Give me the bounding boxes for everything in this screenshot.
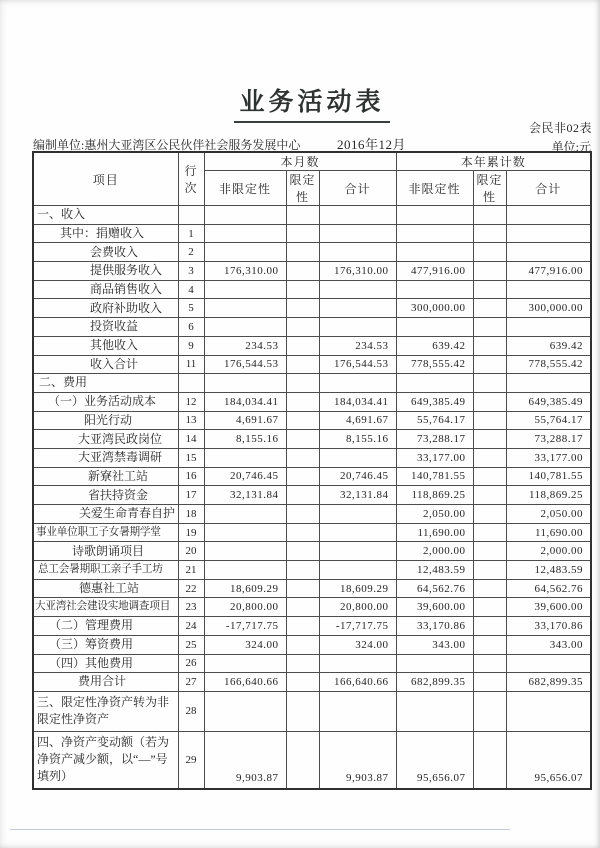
item-cell: 政府补助收入: [33, 299, 178, 318]
line-no-cell: 24: [178, 617, 204, 636]
year-restricted-cell: [473, 579, 506, 598]
month-total-cell: [319, 280, 396, 299]
line-no-cell: 28: [178, 691, 204, 731]
year-restricted-cell: [473, 673, 506, 692]
month-restricted-cell: [286, 392, 319, 411]
year-total-cell: 33,170.86: [506, 617, 591, 636]
year-restricted-cell: [473, 336, 506, 355]
month-unrestricted-cell: [204, 654, 286, 673]
year-unrestricted-cell: 778,555.42: [396, 355, 473, 374]
month-total-cell: -17,717.75: [319, 617, 396, 636]
year-total-cell: 649,385.49: [506, 392, 591, 411]
table-row: [33, 523, 591, 542]
month-total-cell: 184,034.41: [319, 392, 396, 411]
line-no-cell: 3: [178, 262, 204, 281]
year-total-cell: 2,000.00: [506, 542, 591, 561]
year-total-cell: [506, 280, 591, 299]
item-cell: （三）筹资费用: [33, 635, 178, 654]
item-cell: 德惠社工站: [33, 579, 178, 598]
item-cell: 四、净资产变动额（若为净资产减少额，以“—”号填列）: [33, 731, 178, 789]
year-unrestricted-cell: 73,288.17: [396, 430, 473, 449]
year-unrestricted-cell: 33,177.00: [396, 448, 473, 467]
year-total-cell: [506, 654, 591, 673]
month-restricted-cell: [286, 411, 319, 430]
month-total-cell: [319, 374, 396, 393]
item-cell: 其中：捐赠收入: [33, 224, 178, 243]
year-total-cell: 11,690.00: [506, 523, 591, 542]
month-total-cell: [319, 318, 396, 337]
year-restricted-cell: [473, 280, 506, 299]
year-unrestricted-cell: 64,562.76: [396, 579, 473, 598]
year-unrestricted-cell: [396, 691, 473, 731]
year-unrestricted-cell: 95,656.07: [396, 731, 473, 789]
table-row: [33, 206, 591, 225]
year-unrestricted-cell: 300,000.00: [396, 299, 473, 318]
line-no-cell: 1: [178, 224, 204, 243]
year-restricted-cell: [473, 486, 506, 505]
year-restricted-cell: [473, 731, 506, 789]
year-total-cell: [506, 691, 591, 731]
form-code: 会民非02表: [528, 121, 592, 135]
month-total-cell: 9,903.87: [319, 731, 396, 789]
month-unrestricted-cell: 166,640.66: [204, 673, 286, 692]
month-restricted-cell: [286, 206, 319, 225]
line-no-cell: 16: [178, 467, 204, 486]
line-no-cell: 19: [178, 523, 204, 542]
line-no-cell: 20: [178, 542, 204, 561]
item-cell: 新寮社工站: [33, 467, 178, 486]
year-restricted-cell: [473, 318, 506, 337]
month-restricted-cell: [286, 691, 319, 731]
table-row: [33, 691, 591, 731]
item-cell: 三、限定性净资产转为非限定性净资产: [33, 691, 178, 731]
scan-artifact-line: [10, 829, 510, 830]
year-restricted-cell: [473, 561, 506, 580]
year-restricted-cell: [473, 691, 506, 731]
year-total-cell: [506, 243, 591, 262]
month-restricted-cell: [286, 243, 319, 262]
year-restricted-cell: [473, 467, 506, 486]
year-unrestricted-cell: 55,764.17: [396, 411, 473, 430]
month-restricted-cell: [286, 336, 319, 355]
header-group-row: [33, 152, 591, 171]
table-row: [33, 505, 591, 524]
month-restricted-cell: [286, 673, 319, 692]
month-restricted-cell: [286, 430, 319, 449]
header-year-group: 本年累计数: [396, 152, 591, 171]
year-restricted-cell: [473, 224, 506, 243]
month-unrestricted-cell: [204, 224, 286, 243]
item-cell: 提供服务收入: [33, 262, 178, 281]
table-row: [33, 243, 591, 262]
year-restricted-cell: [473, 374, 506, 393]
year-total-cell: 778,555.42: [506, 355, 591, 374]
year-unrestricted-cell: 33,170.86: [396, 617, 473, 636]
line-no-cell: 18: [178, 505, 204, 524]
table-row: [33, 374, 591, 393]
line-no-cell: 17: [178, 486, 204, 505]
month-unrestricted-cell: [204, 561, 286, 580]
month-unrestricted-cell: 176,544.53: [204, 355, 286, 374]
item-cell: 收入合计: [33, 355, 178, 374]
month-restricted-cell: [286, 579, 319, 598]
month-unrestricted-cell: 4,691.67: [204, 411, 286, 430]
month-unrestricted-cell: 8,155.16: [204, 430, 286, 449]
year-unrestricted-cell: [396, 206, 473, 225]
line-no-cell: 15: [178, 448, 204, 467]
table-row: [33, 673, 591, 692]
header-line-no: 行次: [178, 152, 204, 206]
month-restricted-cell: [286, 731, 319, 789]
item-cell: 诗歌朗诵项目: [33, 542, 178, 561]
table-body: [33, 206, 591, 789]
month-restricted-cell: [286, 355, 319, 374]
month-total-cell: [319, 299, 396, 318]
month-total-cell: [319, 691, 396, 731]
table-row: [33, 299, 591, 318]
table-row: [33, 598, 591, 617]
year-restricted-cell: [473, 654, 506, 673]
year-restricted-cell: [473, 262, 506, 281]
month-unrestricted-cell: 32,131.84: [204, 486, 286, 505]
table-row: [33, 262, 591, 281]
header-month-unrestricted: 非限定性: [204, 171, 286, 206]
item-cell: 大亚湾民政岗位: [33, 430, 178, 449]
month-total-cell: 20,800.00: [319, 598, 396, 617]
year-restricted-cell: [473, 243, 506, 262]
year-unrestricted-cell: 118,869.25: [396, 486, 473, 505]
item-cell: 关爱生命青春自护: [33, 505, 178, 524]
month-unrestricted-cell: 324.00: [204, 635, 286, 654]
business-activity-table: [32, 151, 592, 790]
month-restricted-cell: [286, 448, 319, 467]
month-unrestricted-cell: [204, 374, 286, 393]
month-unrestricted-cell: [204, 691, 286, 731]
month-total-cell: 32,131.84: [319, 486, 396, 505]
month-unrestricted-cell: [204, 243, 286, 262]
item-cell: 阳光行动: [33, 411, 178, 430]
month-total-cell: [319, 654, 396, 673]
year-unrestricted-cell: 140,781.55: [396, 467, 473, 486]
month-restricted-cell: [286, 374, 319, 393]
month-total-cell: [319, 505, 396, 524]
month-total-cell: 166,640.66: [319, 673, 396, 692]
line-no-cell: 13: [178, 411, 204, 430]
month-restricted-cell: [286, 617, 319, 636]
line-no-cell: 4: [178, 280, 204, 299]
table-row: [33, 355, 591, 374]
line-no-cell: 25: [178, 635, 204, 654]
table-row: [33, 561, 591, 580]
line-no-cell: 9: [178, 336, 204, 355]
year-total-cell: 95,656.07: [506, 731, 591, 789]
year-restricted-cell: [473, 635, 506, 654]
month-unrestricted-cell: [204, 318, 286, 337]
year-unrestricted-cell: [396, 374, 473, 393]
table-row: [33, 392, 591, 411]
year-unrestricted-cell: 682,899.35: [396, 673, 473, 692]
report-period: 2016年12月: [337, 137, 407, 152]
line-no-cell: 11: [178, 355, 204, 374]
month-total-cell: 234.53: [319, 336, 396, 355]
year-total-cell: 343.00: [506, 635, 591, 654]
prepared-by: 编制单位:惠州大亚湾区公民伙伴社会服务发展中心: [33, 138, 301, 152]
year-total-cell: 682,899.35: [506, 673, 591, 692]
table-row: [33, 654, 591, 673]
year-total-cell: 639.42: [506, 336, 591, 355]
item-cell: （一）业务活动成本: [33, 392, 178, 411]
month-unrestricted-cell: 18,609.29: [204, 579, 286, 598]
table-row: [33, 617, 591, 636]
month-unrestricted-cell: 176,310.00: [204, 262, 286, 281]
page-title: 业务活动表: [234, 82, 389, 123]
month-restricted-cell: [286, 505, 319, 524]
year-restricted-cell: [473, 430, 506, 449]
year-restricted-cell: [473, 355, 506, 374]
year-total-cell: 2,050.00: [506, 505, 591, 524]
month-restricted-cell: [286, 598, 319, 617]
year-unrestricted-cell: [396, 243, 473, 262]
month-restricted-cell: [286, 542, 319, 561]
year-unrestricted-cell: 2,000.00: [396, 542, 473, 561]
year-restricted-cell: [473, 542, 506, 561]
table-header: [33, 152, 591, 206]
unit-label: 单位:元: [551, 140, 591, 154]
table-row: [33, 542, 591, 561]
line-no-cell: 22: [178, 579, 204, 598]
year-total-cell: 300,000.00: [506, 299, 591, 318]
year-restricted-cell: [473, 598, 506, 617]
table-row: [33, 635, 591, 654]
line-no-cell: 6: [178, 318, 204, 337]
month-unrestricted-cell: [204, 299, 286, 318]
month-total-cell: [319, 243, 396, 262]
item-cell: 事业单位职工子女暑期学堂: [33, 523, 178, 542]
item-cell: 大亚湾禁毒调研: [33, 448, 178, 467]
month-restricted-cell: [286, 467, 319, 486]
table-row: [33, 336, 591, 355]
month-unrestricted-cell: 20,800.00: [204, 598, 286, 617]
item-cell: （二）管理费用: [33, 617, 178, 636]
month-restricted-cell: [286, 318, 319, 337]
month-unrestricted-cell: [204, 448, 286, 467]
line-no-cell: 21: [178, 561, 204, 580]
line-no-cell: 5: [178, 299, 204, 318]
year-restricted-cell: [473, 411, 506, 430]
line-no-cell: 29: [178, 731, 204, 789]
month-unrestricted-cell: 9,903.87: [204, 731, 286, 789]
year-unrestricted-cell: [396, 654, 473, 673]
header-year-restricted: 限定性: [473, 171, 506, 206]
line-no-cell: 2: [178, 243, 204, 262]
month-total-cell: [319, 224, 396, 243]
month-total-cell: 18,609.29: [319, 579, 396, 598]
item-cell: 商品销售收入: [33, 280, 178, 299]
month-total-cell: 8,155.16: [319, 430, 396, 449]
table-row: [33, 467, 591, 486]
item-cell: 总工会暑期职工亲子手工坊: [33, 561, 178, 580]
year-total-cell: [506, 206, 591, 225]
year-restricted-cell: [473, 392, 506, 411]
item-cell: 大亚湾社会建设实地调查项目: [33, 598, 178, 617]
line-no-cell: [178, 206, 204, 225]
month-unrestricted-cell: [204, 505, 286, 524]
line-no-cell: 23: [178, 598, 204, 617]
month-unrestricted-cell: 184,034.41: [204, 392, 286, 411]
line-no-cell: 14: [178, 430, 204, 449]
month-unrestricted-cell: 20,746.45: [204, 467, 286, 486]
year-unrestricted-cell: 639.42: [396, 336, 473, 355]
month-restricted-cell: [286, 561, 319, 580]
month-total-cell: 176,544.53: [319, 355, 396, 374]
year-restricted-cell: [473, 523, 506, 542]
item-cell: 会费收入: [33, 243, 178, 262]
month-total-cell: 176,310.00: [319, 262, 396, 281]
month-restricted-cell: [286, 299, 319, 318]
year-unrestricted-cell: 12,483.59: [396, 561, 473, 580]
table-row: [33, 411, 591, 430]
year-total-cell: [506, 224, 591, 243]
title-wrap: [0, 82, 600, 123]
table-row: [33, 731, 591, 789]
header-item: 项目: [33, 152, 178, 206]
table-row: [33, 280, 591, 299]
table-row: [33, 430, 591, 449]
table-row: [33, 486, 591, 505]
year-unrestricted-cell: 477,916.00: [396, 262, 473, 281]
month-restricted-cell: [286, 635, 319, 654]
year-total-cell: 140,781.55: [506, 467, 591, 486]
header-month-total: 合计: [319, 171, 396, 206]
month-restricted-cell: [286, 280, 319, 299]
year-restricted-cell: [473, 448, 506, 467]
month-restricted-cell: [286, 486, 319, 505]
year-total-cell: 118,869.25: [506, 486, 591, 505]
year-restricted-cell: [473, 299, 506, 318]
month-unrestricted-cell: 234.53: [204, 336, 286, 355]
year-unrestricted-cell: 39,600.00: [396, 598, 473, 617]
table-row: [33, 224, 591, 243]
table-row: [33, 318, 591, 337]
year-unrestricted-cell: 2,050.00: [396, 505, 473, 524]
month-total-cell: [319, 561, 396, 580]
year-unrestricted-cell: 649,385.49: [396, 392, 473, 411]
month-restricted-cell: [286, 224, 319, 243]
year-unrestricted-cell: [396, 280, 473, 299]
year-total-cell: [506, 374, 591, 393]
month-total-cell: [319, 523, 396, 542]
table-row: [33, 448, 591, 467]
month-restricted-cell: [286, 654, 319, 673]
month-total-cell: [319, 542, 396, 561]
year-total-cell: 477,916.00: [506, 262, 591, 281]
header-year-total: 合计: [506, 171, 591, 206]
year-total-cell: [506, 318, 591, 337]
item-cell: 其他收入: [33, 336, 178, 355]
item-cell: 省扶持资金: [33, 486, 178, 505]
header-year-unrestricted: 非限定性: [396, 171, 473, 206]
year-total-cell: 55,764.17: [506, 411, 591, 430]
month-unrestricted-cell: [204, 523, 286, 542]
year-unrestricted-cell: [396, 318, 473, 337]
year-unrestricted-cell: 11,690.00: [396, 523, 473, 542]
item-cell: 一、收入: [33, 206, 178, 225]
month-unrestricted-cell: -17,717.75: [204, 617, 286, 636]
year-total-cell: 64,562.76: [506, 579, 591, 598]
year-total-cell: 12,483.59: [506, 561, 591, 580]
table-row: [33, 579, 591, 598]
year-total-cell: 73,288.17: [506, 430, 591, 449]
month-total-cell: 4,691.67: [319, 411, 396, 430]
month-total-cell: 324.00: [319, 635, 396, 654]
month-total-cell: 20,746.45: [319, 467, 396, 486]
header-month-restricted: 限定性: [286, 171, 319, 206]
year-unrestricted-cell: 343.00: [396, 635, 473, 654]
year-restricted-cell: [473, 505, 506, 524]
line-no-cell: 27: [178, 673, 204, 692]
line-no-cell: [178, 374, 204, 393]
item-cell: （四）其他费用: [33, 654, 178, 673]
year-total-cell: 33,177.00: [506, 448, 591, 467]
header-month-group: 本月数: [204, 152, 396, 171]
item-cell: 二、费用: [33, 374, 178, 393]
item-cell: 费用合计: [33, 673, 178, 692]
month-unrestricted-cell: [204, 280, 286, 299]
month-unrestricted-cell: [204, 542, 286, 561]
line-no-cell: 26: [178, 654, 204, 673]
year-total-cell: 39,600.00: [506, 598, 591, 617]
year-unrestricted-cell: [396, 224, 473, 243]
item-cell: 投资收益: [33, 318, 178, 337]
line-no-cell: 12: [178, 392, 204, 411]
month-total-cell: [319, 448, 396, 467]
month-restricted-cell: [286, 523, 319, 542]
month-unrestricted-cell: [204, 206, 286, 225]
year-restricted-cell: [473, 206, 506, 225]
year-restricted-cell: [473, 617, 506, 636]
month-restricted-cell: [286, 262, 319, 281]
month-total-cell: [319, 206, 396, 225]
